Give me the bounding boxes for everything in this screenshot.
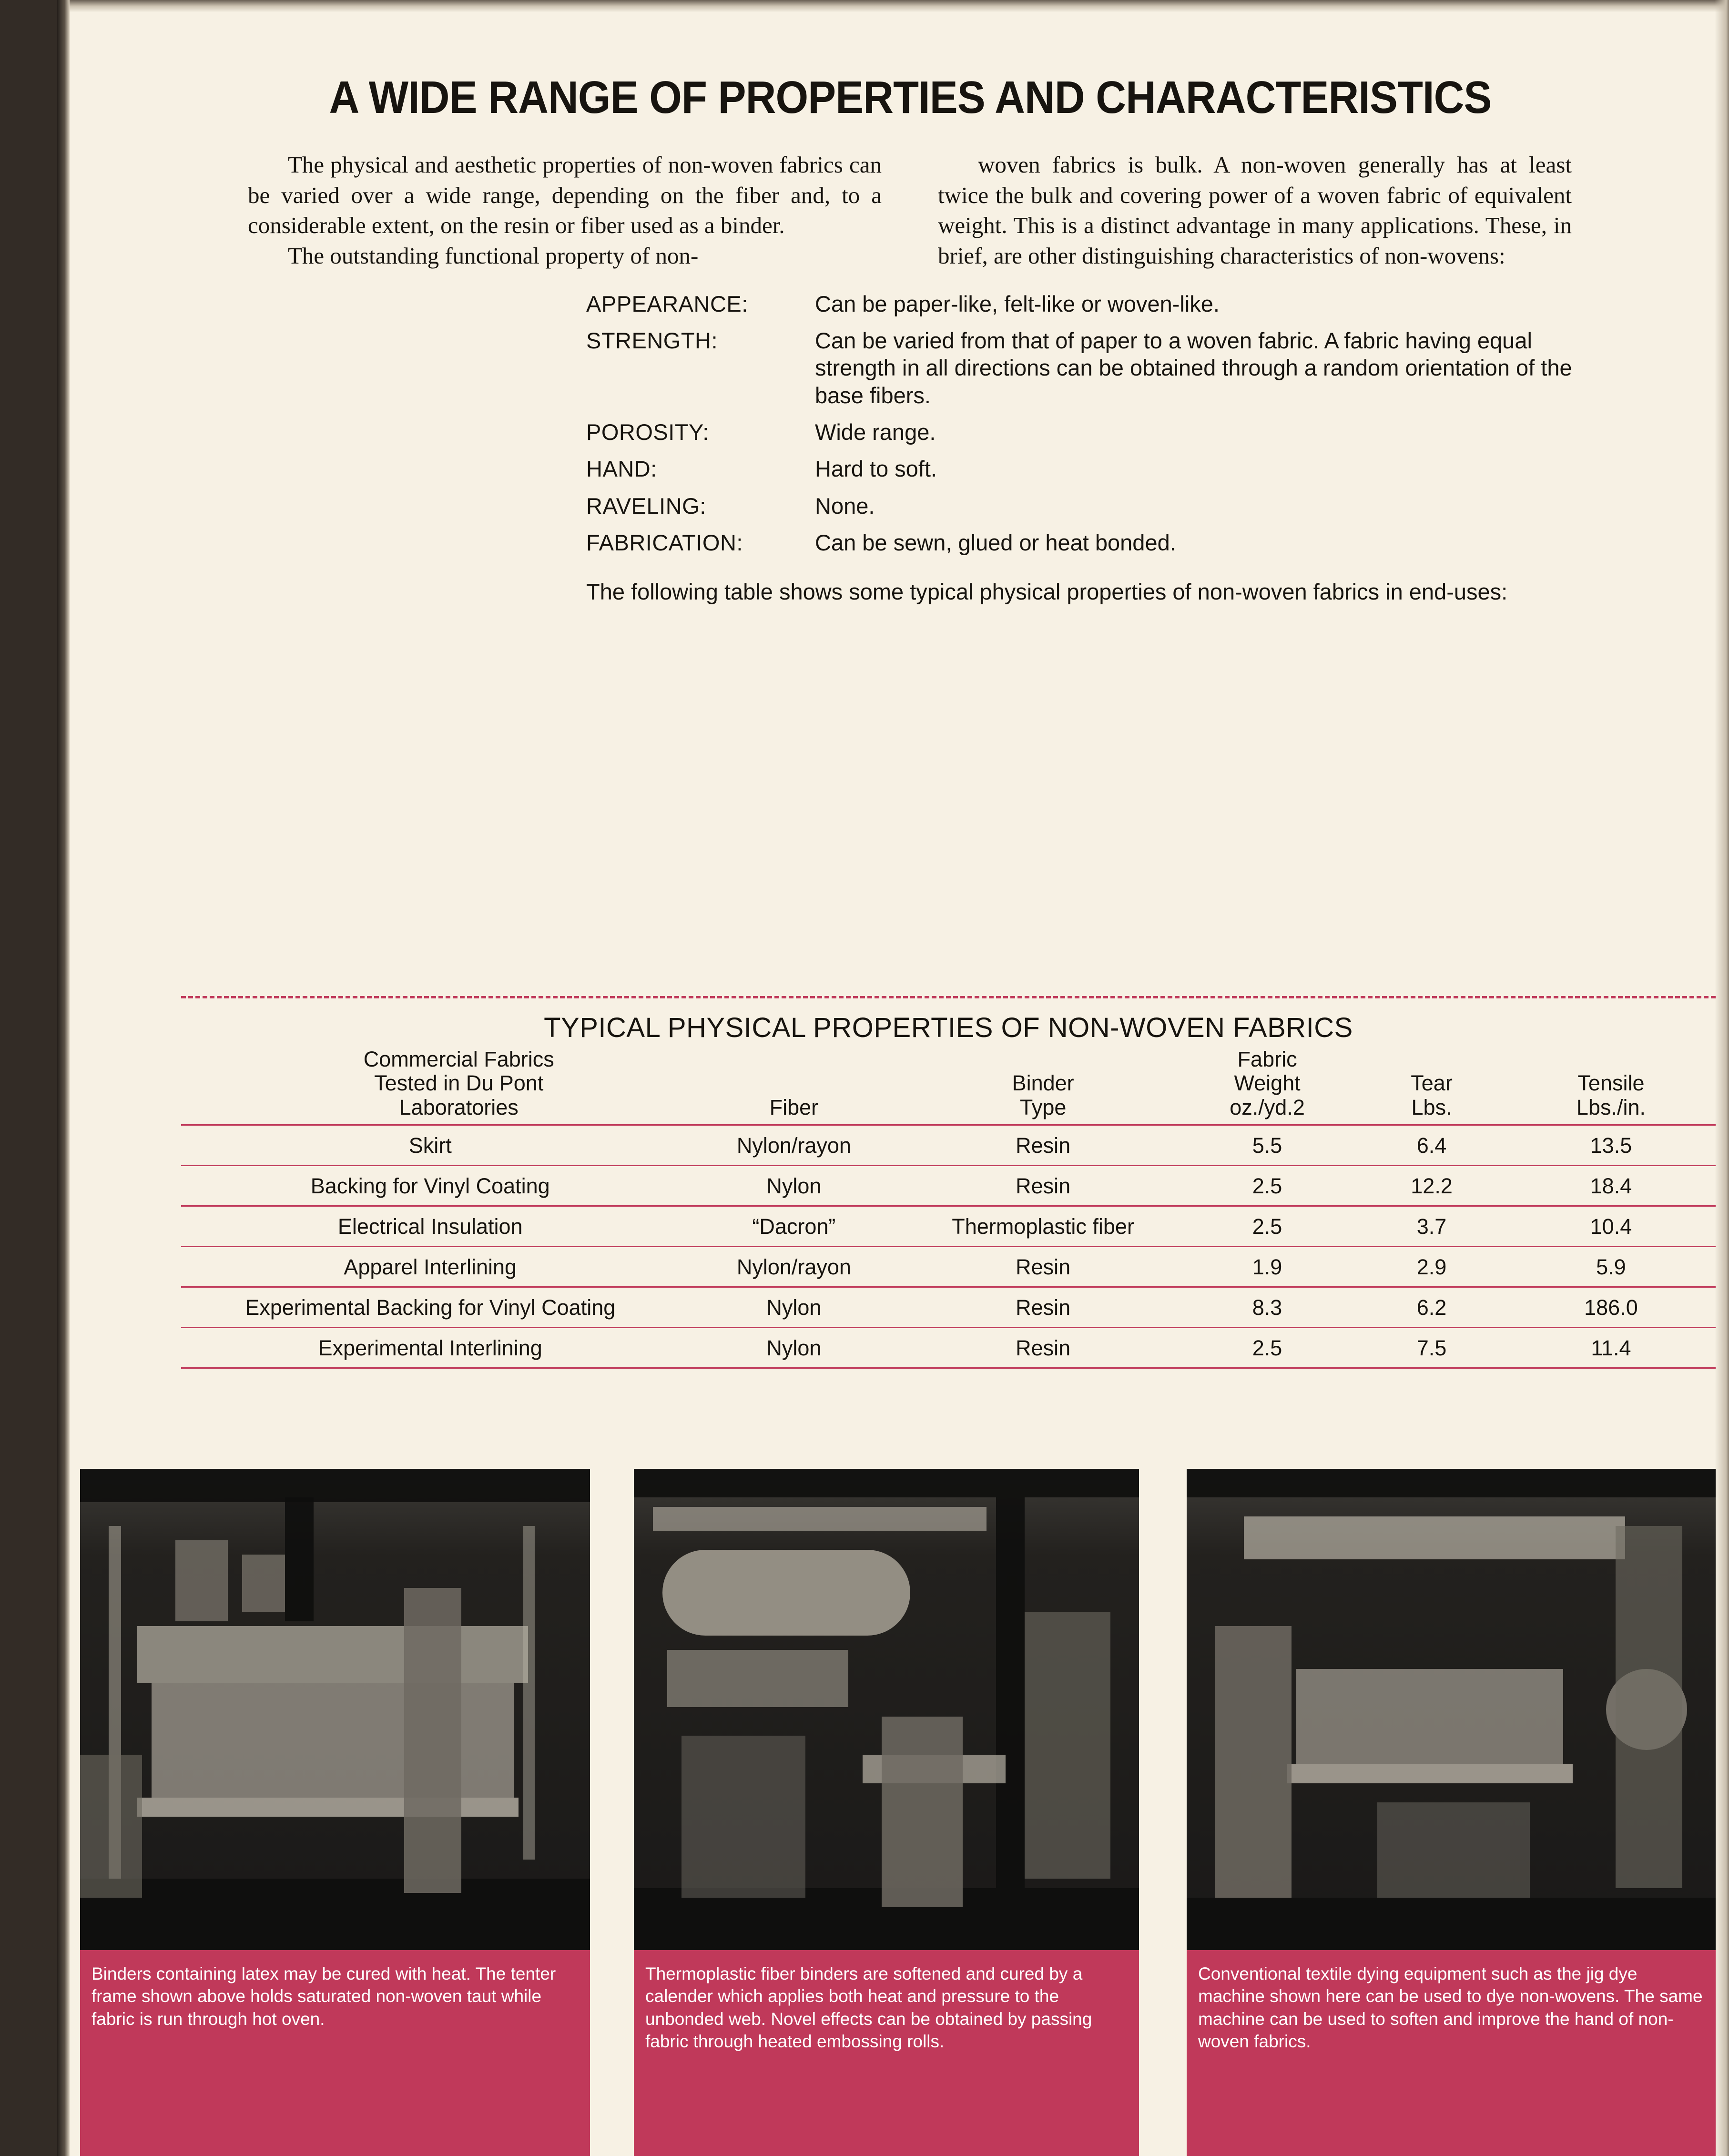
- header-weight-line2: Weight: [1234, 1071, 1301, 1096]
- cell-weight: 8.3: [1178, 1287, 1357, 1328]
- properties-table-block: [181, 996, 1716, 1369]
- cell-binder: Resin: [908, 1166, 1178, 1206]
- property-value: Hard to soft.: [815, 456, 937, 482]
- property-value: Wide range.: [815, 419, 936, 445]
- photo-tenter-frame: [80, 1469, 590, 1950]
- header-weight-line1: Fabric: [1237, 1047, 1297, 1071]
- table-title: TYPICAL PHYSICAL PROPERTIES OF NON-WOVEN FABRICS: [544, 1012, 1353, 1043]
- cell-fiber: Nylon/rayon: [679, 1125, 908, 1166]
- page-fold-edge: [57, 0, 70, 2156]
- article-content: [248, 71, 1573, 606]
- binding-gutter: [0, 0, 67, 2156]
- property-fabrication: [586, 529, 1577, 556]
- property-label: POROSITY:: [586, 419, 709, 445]
- right-column: [938, 150, 1572, 271]
- cell-fiber: Nylon/rayon: [679, 1247, 908, 1287]
- cell-fiber: Nylon: [679, 1166, 908, 1206]
- cell-binder: Resin: [908, 1287, 1178, 1328]
- photo-detail-light: [80, 1469, 590, 1950]
- properties-list: [586, 290, 1577, 557]
- table-row: [181, 1125, 1716, 1166]
- header-tear-line1: Tear: [1411, 1071, 1453, 1096]
- property-value: Can be varied from that of paper to a woven fabric. A fabric having equal strength in all directions can be obtained through a random orientation of the base fibers.: [815, 328, 1572, 408]
- cell-tear: 2.9: [1357, 1247, 1506, 1287]
- properties-table: [181, 1047, 1716, 1369]
- header-name: [181, 1047, 679, 1125]
- cell-weight: 1.9: [1178, 1247, 1357, 1287]
- header-tensile-line1: Tensile: [1577, 1071, 1645, 1096]
- cell-name: Experimental Backing for Vinyl Coating: [181, 1287, 679, 1328]
- page-title: A WIDE RANGE OF PROPERTIES AND CHARACTERISTICS: [329, 72, 1492, 123]
- header-tear-line2: Lbs.: [1411, 1095, 1452, 1119]
- cell-name: Experimental Interlining: [181, 1328, 679, 1368]
- paragraph-left-2: The outstanding functional property of non-: [288, 243, 699, 269]
- photo-caption-tenter-frame: Binders containing latex may be cured with heat. The tenter frame shown above holds saturated non-woven taut while fabric is run through hot oven.: [80, 1950, 590, 2156]
- photo-caption-calender: Thermoplastic fiber binders are softened and cured by a calender which applies both heat and pressure to the unbonded web. Novel effects can be obtained by passing fabric through heated embossing rolls.: [634, 1950, 1139, 2156]
- property-hand: [586, 455, 1577, 482]
- cell-tensile: 11.4: [1506, 1328, 1716, 1368]
- property-value: Can be paper-like, felt-like or woven-like.: [815, 291, 1220, 316]
- cell-tensile: 5.9: [1506, 1247, 1716, 1287]
- table-intro-text: The following table shows some typical physical properties of non-woven fabrics in end-uses:: [586, 579, 1508, 605]
- cell-weight: 2.5: [1178, 1166, 1357, 1206]
- cell-tear: 7.5: [1357, 1328, 1506, 1368]
- cell-tensile: 13.5: [1506, 1125, 1716, 1166]
- table-row: [181, 1206, 1716, 1247]
- cell-name: Apparel Interlining: [181, 1247, 679, 1287]
- table-header-row: [181, 1047, 1716, 1125]
- table-row: [181, 1328, 1716, 1368]
- header-weight: [1178, 1047, 1357, 1125]
- cell-fiber: Nylon: [679, 1328, 908, 1368]
- cell-fiber: “Dacron”: [679, 1206, 908, 1247]
- property-label: APPEARANCE:: [586, 291, 748, 316]
- photo-strip: [0, 1469, 1729, 2156]
- cell-weight: 5.5: [1178, 1125, 1357, 1166]
- header-tensile: [1506, 1047, 1716, 1125]
- property-appearance: [586, 290, 1577, 317]
- header-name-line3: Laboratories: [399, 1095, 519, 1119]
- page-top-shadow: [67, 0, 1729, 12]
- property-strength: [586, 327, 1577, 409]
- header-tear: [1357, 1047, 1506, 1125]
- cell-name: Backing for Vinyl Coating: [181, 1166, 679, 1206]
- cell-binder: Thermoplastic fiber: [908, 1206, 1178, 1247]
- header-binder: [908, 1047, 1178, 1125]
- cell-tear: 3.7: [1357, 1206, 1506, 1247]
- cell-name: Electrical Insulation: [181, 1206, 679, 1247]
- cell-tear: 6.4: [1357, 1125, 1506, 1166]
- photo-image: [634, 1469, 1139, 1950]
- photo-caption-jig-dye: Conventional textile dying equipment such as the jig dye machine shown here can be used to dye non-wovens. The same machine can be used to soften and improve the hand of non-woven fabrics.: [1187, 1950, 1716, 2156]
- photo-image: [1187, 1469, 1716, 1950]
- dashed-divider: [181, 996, 1716, 998]
- property-label: RAVELING:: [586, 493, 706, 519]
- property-value: None.: [815, 493, 875, 519]
- header-weight-line3: oz./yd.2: [1230, 1095, 1305, 1119]
- cell-binder: Resin: [908, 1247, 1178, 1287]
- photo-image: [80, 1469, 590, 1950]
- header-name-line2: Tested in Du Pont: [374, 1071, 544, 1096]
- property-porosity: [586, 418, 1577, 446]
- header-name-line1: Commercial Fabrics: [363, 1047, 554, 1071]
- cell-tensile: 18.4: [1506, 1166, 1716, 1206]
- cell-binder: Resin: [908, 1125, 1178, 1166]
- cell-weight: 2.5: [1178, 1328, 1357, 1368]
- cell-tear: 12.2: [1357, 1166, 1506, 1206]
- cell-weight: 2.5: [1178, 1206, 1357, 1247]
- property-value: Can be sewn, glued or heat bonded.: [815, 530, 1176, 556]
- property-label: STRENGTH:: [586, 328, 718, 354]
- left-column: [248, 150, 882, 271]
- header-fiber: Fiber: [769, 1095, 819, 1119]
- cell-name: Skirt: [181, 1125, 679, 1166]
- cell-tear: 6.2: [1357, 1287, 1506, 1328]
- header-binder-line1: Binder: [1012, 1071, 1074, 1096]
- cell-tensile: 186.0: [1506, 1287, 1716, 1328]
- property-label: HAND:: [586, 456, 657, 482]
- header-tensile-line2: Lbs./in.: [1576, 1095, 1646, 1119]
- table-row: [181, 1247, 1716, 1287]
- paragraph-right-1: woven fabrics is bulk. A non-woven generally has at least twice the bulk and covering power of a woven fabric of equivalent weight. This is a distinct advantage in many applications. These, in brief, are other distinguishing characteristics of non-wovens:: [938, 152, 1572, 269]
- photo-calender: [634, 1469, 1139, 1950]
- table-row: [181, 1166, 1716, 1206]
- property-label: FABRICATION:: [586, 530, 743, 556]
- property-raveling: [586, 492, 1577, 519]
- photo-jig-dye-machine: [1187, 1469, 1716, 1950]
- table-row: [181, 1287, 1716, 1328]
- paragraph-left-1: The physical and aesthetic properties of non-woven fabrics can be varied over a wide range, depending on the fiber and, to a considerable extent, on the resin or fiber used as a binder.: [248, 152, 882, 239]
- cell-tensile: 10.4: [1506, 1206, 1716, 1247]
- header-binder-line2: Type: [1019, 1095, 1067, 1119]
- cell-fiber: Nylon: [679, 1287, 908, 1328]
- two-column-body: [248, 150, 1573, 271]
- cell-binder: Resin: [908, 1328, 1178, 1368]
